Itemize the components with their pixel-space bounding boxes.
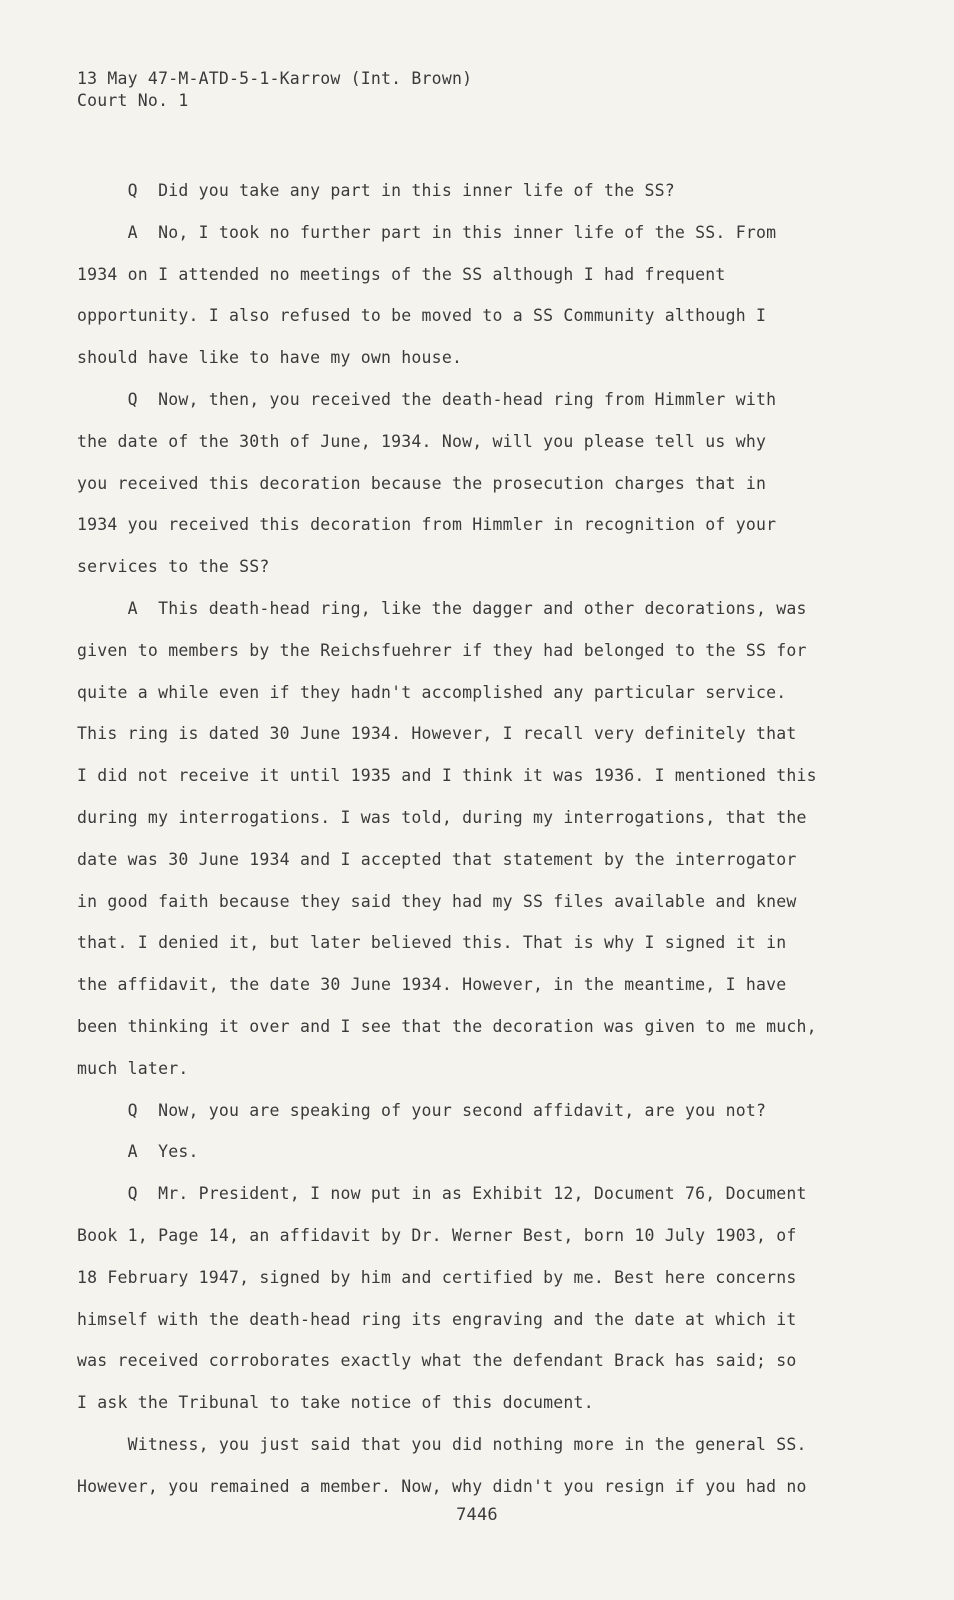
transcript-line: 1934 on I attended no meetings of the SS although I had frequent xyxy=(77,264,726,284)
transcript-line: the affidavit, the date 30 June 1934. However, in the meantime, I have xyxy=(77,975,787,995)
transcript-line: during my interrogations. I was told, during my interrogations, that the xyxy=(77,807,807,827)
transcript-line: himself with the death-head ring its engraving and the date at which it xyxy=(77,1309,797,1329)
transcript-line: A This death-head ring, like the dagger and other decorations, was xyxy=(77,598,807,618)
transcript-line: 18 February 1947, signed by him and certified by me. Best here concerns xyxy=(77,1267,797,1287)
transcript-line: Book 1, Page 14, an affidavit by Dr. Werner Best, born 10 July 1903, of xyxy=(77,1225,797,1245)
transcript-line: that. I denied it, but later believed this. That is why I signed it in xyxy=(77,933,787,953)
transcript-line: I ask the Tribunal to take notice of this document. xyxy=(77,1393,594,1413)
transcript-line: Witness, you just said that you did nothing more in the general SS. xyxy=(77,1434,807,1454)
transcript-line: you received this decoration because the prosecution charges that in xyxy=(77,473,767,493)
transcript-line: Q Now, you are speaking of your second affidavit, are you not? xyxy=(77,1100,767,1120)
transcript-line: Q Mr. President, I now put in as Exhibit 12, Document 76, Document xyxy=(77,1184,807,1204)
transcript-line: Q Did you take any part in this inner life of the SS? xyxy=(77,181,675,200)
transcript-line: date was 30 June 1934 and I accepted that statement by the interrogator xyxy=(77,849,797,869)
transcript-line: services to the SS? xyxy=(77,557,270,577)
transcript-line: was received corroborates exactly what the defendant Brack has said; so xyxy=(77,1351,797,1371)
transcript-line: given to members by the Reichsfuehrer if they had belonged to the SS for xyxy=(77,640,807,660)
transcript-line: Q Now, then, you received the death-head ring from Himmler with xyxy=(77,389,777,409)
transcript-line: quite a while even if they hadn't accomplished any particular service. xyxy=(77,682,787,702)
transcript-line: A Yes. xyxy=(77,1142,199,1162)
transcript-line: in good faith because they said they had my SS files available and knew xyxy=(77,891,797,911)
transcript-line: much later. xyxy=(77,1058,189,1078)
transcript-line: However, you remained a member. Now, why didn't you resign if you had no xyxy=(77,1476,807,1496)
transcript-line: I did not receive it until 1935 and I think it was 1936. I mentioned this xyxy=(77,766,817,786)
header-line-2: Court No. 1 xyxy=(77,91,189,110)
header-line-1: 13 May 47-M-ATD-5-1-Karrow (Int. Brown) xyxy=(77,69,473,88)
transcript-line: opportunity. I also refused to be moved to a SS Community although I xyxy=(77,306,767,326)
transcript-line: This ring is dated 30 June 1934. However, I recall very definitely that xyxy=(77,724,797,744)
document-header xyxy=(77,68,472,112)
transcript-line: the date of the 30th of June, 1934. Now, will you please tell us why xyxy=(77,431,767,451)
transcript-line: A No, I took no further part in this inner life of the SS. From xyxy=(77,222,777,242)
page-number: 7446 xyxy=(456,1505,498,1525)
transcript-line: 1934 you received this decoration from Himmler in recognition of your xyxy=(77,515,777,535)
transcript-line: been thinking it over and I see that the decoration was given to me much, xyxy=(77,1016,817,1036)
transcript-line: should have like to have my own house. xyxy=(77,348,463,368)
transcript-body xyxy=(77,170,837,1508)
